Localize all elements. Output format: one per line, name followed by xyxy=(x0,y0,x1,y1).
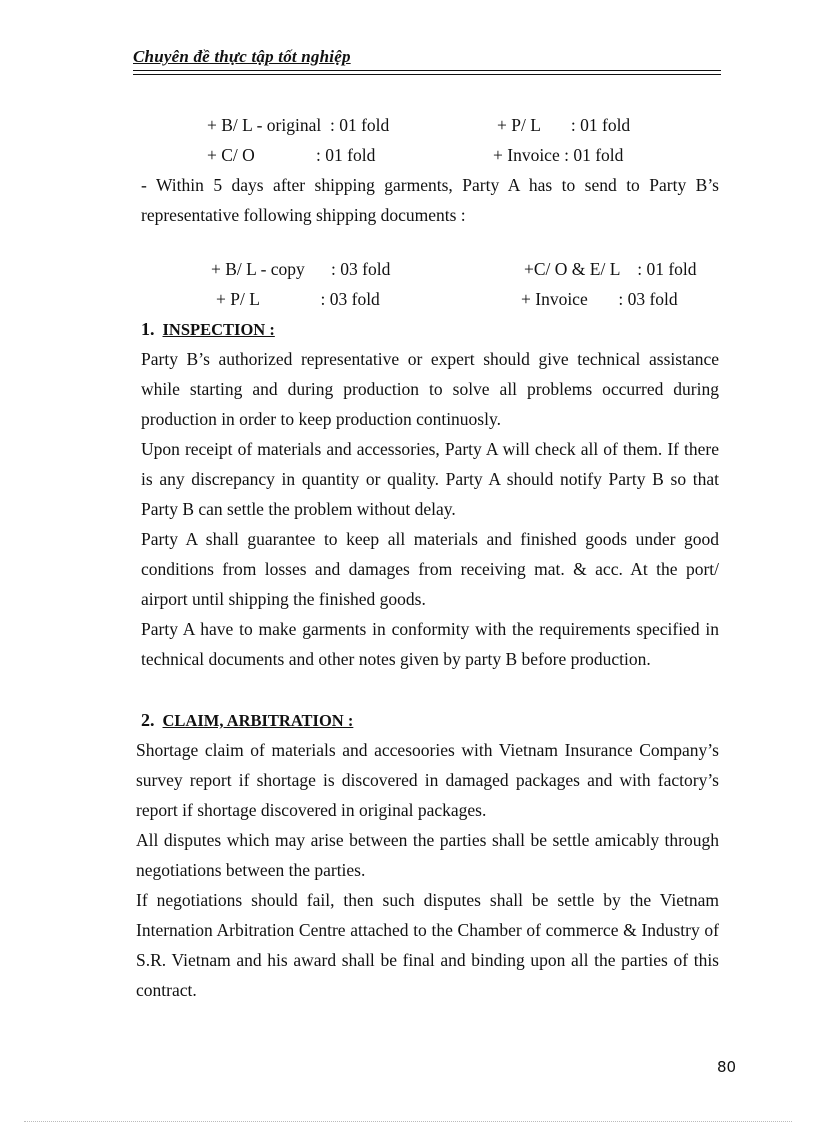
paragraph: Party B’s authorized representative or expert should give technical assistance while starting and during production to solve all problems occurred during production in order to keep production continuosly. xyxy=(141,349,719,429)
page-number: 80 xyxy=(717,1058,737,1076)
header-rule xyxy=(133,70,721,71)
section-heading-inspection xyxy=(141,319,275,340)
doc-copy-pl: + P/ L : 03 fold xyxy=(216,289,380,309)
section-body-inspection xyxy=(141,344,719,674)
doc-copy-invoice: + Invoice : 03 fold xyxy=(521,289,678,309)
doc-copy-co-el: +C/ O & E/ L : 01 fold xyxy=(524,259,697,279)
paragraph: Party A have to make garments in conformity with the requirements specified in technical documents and other notes given by party B before production. xyxy=(141,619,719,669)
header-rule-thin xyxy=(133,74,721,75)
section-number: 2. xyxy=(141,710,155,730)
paragraph: If negotiations should fail, then such disputes shall be settle by the Vietnam Internation Arbitration Centre attached to the Chamber of commerce & Industry of S.R. Vietnam and his award shall be final and binding upon all the parties of this contract. xyxy=(136,890,719,1000)
paragraph: Shortage claim of materials and accesoories with Vietnam Insurance Company’s survey report if shortage is discovered in damaged packages and with factory’s report if shortage discovered in original packages. xyxy=(136,740,719,820)
header-title: Chuyên đề thực tập tốt nghiệp xyxy=(133,47,351,66)
page-bottom-border xyxy=(24,1121,792,1122)
shipping-note-text: - Within 5 days after shipping garments, Party A has to send to Party B’s representative following shipping documents : xyxy=(141,175,719,225)
doc-copy-bl: + B/ L - copy : 03 fold xyxy=(211,259,391,279)
doc-item-co: + C/ O : 01 fold xyxy=(207,145,376,165)
doc-item-pl: + P/ L : 01 fold xyxy=(497,115,631,135)
shipping-note xyxy=(141,170,719,230)
section-heading-claim xyxy=(141,710,353,731)
page-header xyxy=(133,46,721,68)
paragraph: Upon receipt of materials and accessories, Party A will check all of them. If there is any discrepancy in quantity or quality. Party A should notify Party B so that Party B can settle the problem without delay. xyxy=(141,439,719,519)
section-body-claim xyxy=(136,735,719,1005)
paragraph: Party A shall guarantee to keep all materials and finished goods under good conditions from losses and damages from receiving mat. & acc. At the port/ airport until shipping the finished goods. xyxy=(141,529,719,609)
section-title: INSPECTION : xyxy=(162,320,275,339)
paragraph: All disputes which may arise between the parties shall be settle amicably through negotiations between the parties. xyxy=(136,830,719,880)
section-title: CLAIM, ARBITRATION : xyxy=(162,711,354,730)
doc-item-bl-original: + B/ L - original : 01 fold xyxy=(207,115,390,135)
section-number: 1. xyxy=(141,319,155,339)
doc-item-invoice: + Invoice : 01 fold xyxy=(493,145,624,165)
